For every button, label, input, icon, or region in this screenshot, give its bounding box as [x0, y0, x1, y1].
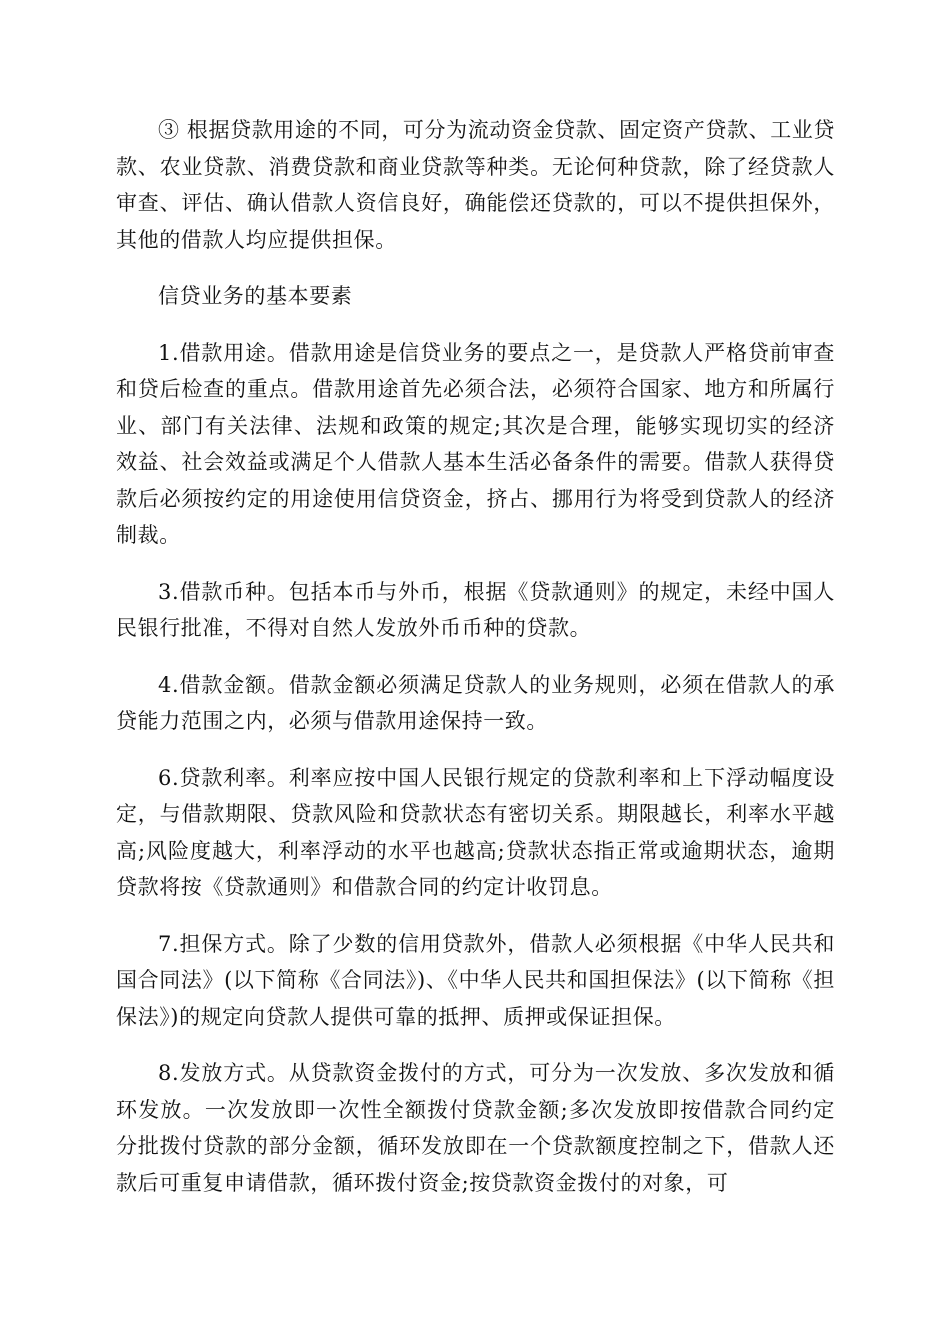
- section-heading-basic-elements: 信贷业务的基本要素: [158, 284, 353, 308]
- paragraph-loan-currency: 3.借款币种。包括本币与外币，根据《贷款通则》的规定，未经中国人民银行批准，不得对自然人发放外币币种的贷款。: [116, 579, 835, 640]
- paragraph-interest-rate: 6.贷款利率。利率应按中国人民银行规定的贷款利率和上下浮动幅度设定，与借款期限、贷款风险和贷款状态有密切关系。期限越长，利率水平越高;风险度越大，利率浮动的水平也越高;贷款状态指正常或逾期状态，逾期贷款将按《贷款通则》和借款合同的约定计收罚息。: [116, 765, 835, 899]
- paragraph-loan-amount: 4.借款金额。借款金额必须满足贷款人的业务规则，必须在借款人的承贷能力范围之内，必须与借款用途保持一致。: [116, 672, 835, 733]
- paragraph-loan-usage: 1.借款用途。借款用途是信贷业务的要点之一，是贷款人严格贷前审查和贷后检查的重点。借款用途首先必须合法，必须符合国家、地方和所属行业、部门有关法律、法规和政策的规定;其次是合理，能够实现切实的经济效益、社会效益或满足个人借款人基本生活必备条件的需要。借款人获得贷款后必须按约定的用途使用信贷资金，挤占、挪用行为将受到贷款人的经济制裁。: [116, 340, 835, 547]
- paragraph-disbursement-method: 8.发放方式。从贷款资金拨付的方式，可分为一次发放、多次发放和循环发放。一次发放即一次性全额拨付贷款金额;多次发放即按借款合同约定分批拨付贷款的部分金额，循环发放即在一个贷款额度控制之下，借款人还款后可重复申请借款，循环拨付资金;按贷款资金拨付的对象，可: [116, 1061, 835, 1195]
- paragraph-loan-purpose-types: ③ 根据贷款用途的不同，可分为流动资金贷款、固定资产贷款、工业贷款、农业贷款、消费贷款和商业贷款等种类。无论何种贷款，除了经贷款人审查、评估、确认借款人资信良好，确能偿还贷款的，可以不提供担保外，其他的借款人均应提供担保。: [116, 118, 835, 252]
- paragraph-guarantee-method: 7.担保方式。除了少数的信用贷款外，借款人必须根据《中华人民共和国合同法》(以下简称《合同法》)、《中华人民共和国担保法》(以下简称《担保法》)的规定向贷款人提供可靠的抵押、质押或保证担保。: [116, 931, 835, 1029]
